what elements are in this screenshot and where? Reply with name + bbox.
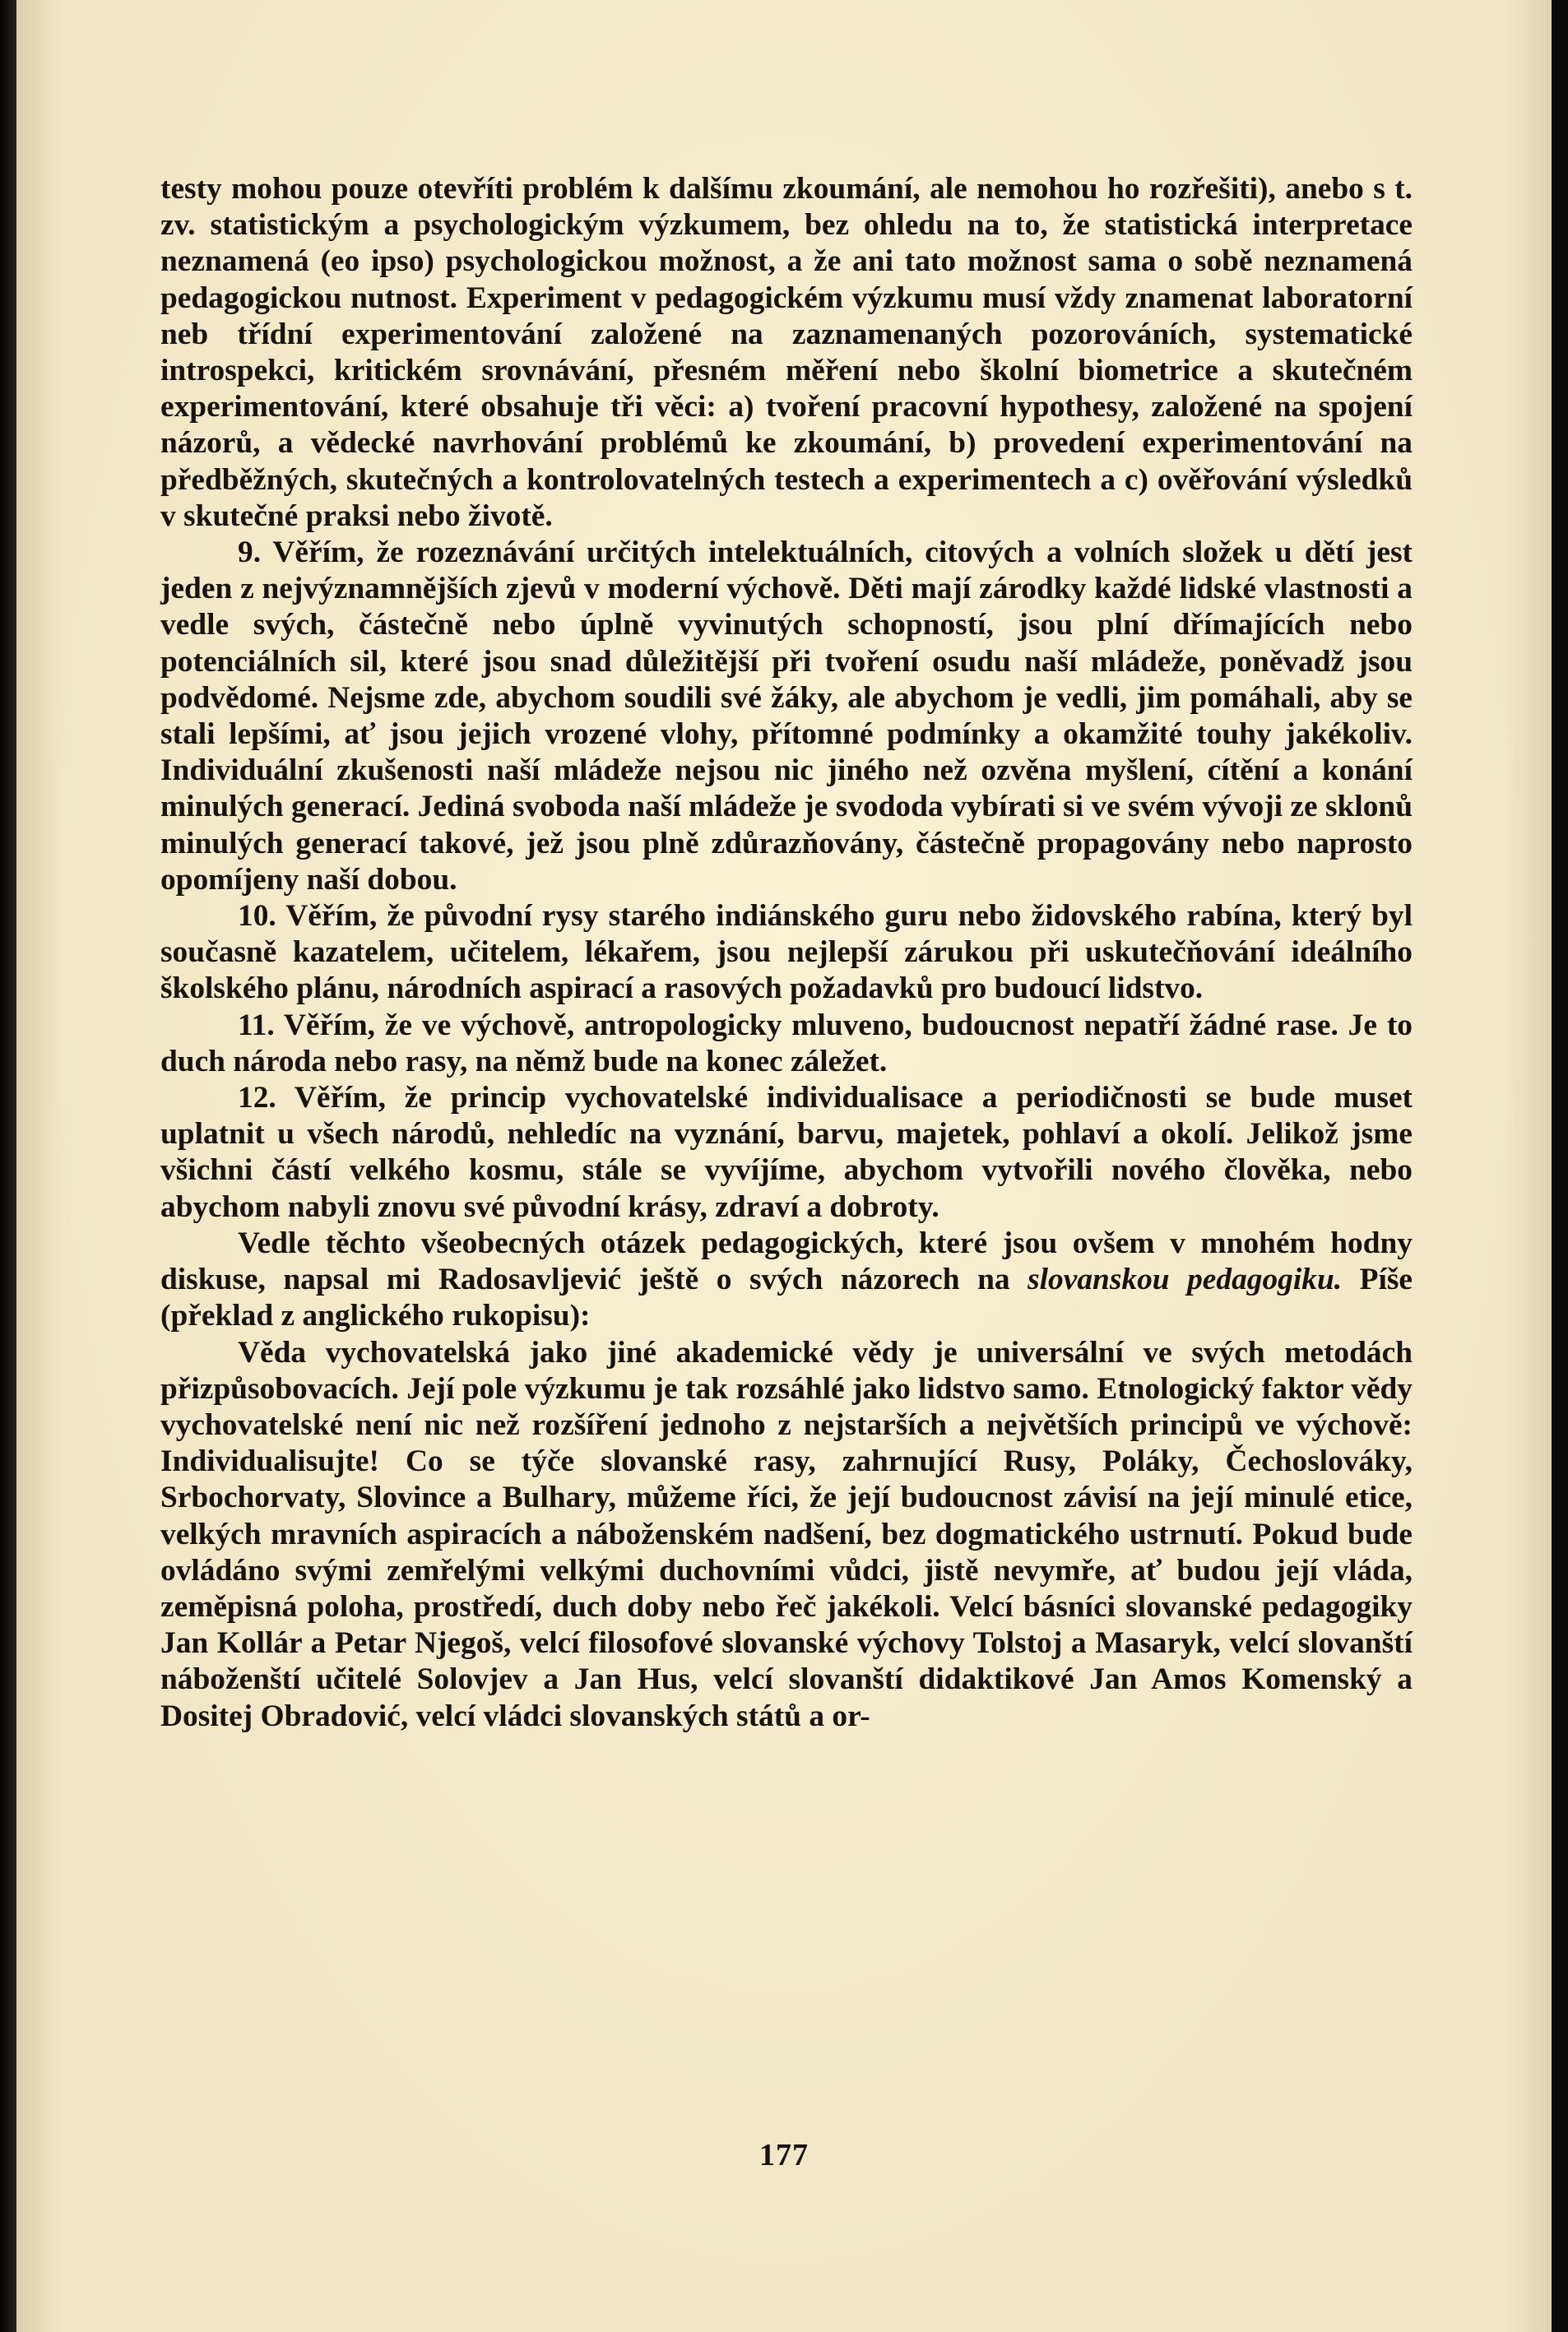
intro-text-italic: slovanskou pedagogiku. — [1028, 1263, 1343, 1297]
paragraph-translation: Věda vychovatelská jako jiné akademické vědy je universální ve svých metodách přizpůsobovacích. Její pole výzkumu je tak rozsáhlé jako lidstvo samo. Etnologický faktor vědy vychovatelské není nic než rozšíření jednoho z nejstarších a největších principů ve výchově: Individualisujte! Co se týče slovanské rasy, zahrnující Rusy, Poláky, Čechoslováky, Srbochorvaty, Slovince a Bulhary, můžeme říci, že její budoucnost závisí na její minulé etice, velkých mravních aspiracích a náboženském nadšení, bez dogmatického ustrnutí. Pokud bude ovládáno svými zemřelými velkými duchovními vůdci, jistě nevymře, ať budou její vláda, zeměpisná poloha, prostředí, duch doby nebo řeč jakékoli. Velcí básníci slovanské pedagogiky Jan Kollár a Petar Njegoš, velcí filosofové slovanské výchovy Tolstoj a Masaryk, velcí slovanští náboženští učitelé Solovjev a Jan Hus, velcí slovanští didaktikové Jan Amos Komenský a Dositej Obradović, velcí vládci slovanských států a or- — [160, 1335, 1413, 1733]
intro-text-before: Vedle těchto všeobecných otázek pedagogických, které jsou ovšem v mnohém hodny diskuse, napsal mi Radosavljević ještě o svých názorech na — [160, 1226, 1413, 1297]
paragraph-point-9: 9. Věřím, že rozeznávání určitých intelektuálních, citových a volních složek u dětí jest jeden z nejvýznamnějších zjevů v moderní výchově. Děti mají zárodky každé lidské vlastnosti a vedle svých, částečně nebo úplně vyvinutých schopností, jsou plní dřímajících nebo potenciálních sil, které jsou snad důležitější při tvoření osudu naší mládeže, poněvadž jsou podvědomé. Nejsme zde, abychom soudili své žáky, ale abychom je vedli, jim pomáhali, aby se stali lepšími, ať jsou jejich vrozené vlohy, přítomné podmínky a okamžité touhy jakékoliv. Individuální zkušenosti naší mládeže nejsou nic jiného než ozvěna myšlení, cítění a konání minulých generací. Jediná svoboda naší mládeže je svododa vybírati si ve svém vývoji ze sklonů minulých generací takové, jež jsou plně zdůrazňovány, částečně propagovány nebo naprosto opomíjeny naší dobou. — [160, 535, 1413, 897]
book-binding-edge — [0, 0, 18, 2332]
page-number: 177 — [759, 2138, 809, 2172]
book-page — [16, 0, 1552, 2332]
paragraph-continuation: testy mohou pouze otevříti problém k dalšímu zkoumání, ale nemohou ho rozřešiti), anebo s t. zv. statistickým a psychologickým výzkumem, bez ohledu na to, že statistická interpretace neznamená (eo ipso) psychologickou možnost, a že ani tato možnost sama o sobě neznamená pedagogickou nutnost. Experiment v pedagogickém výzkumu musí vždy znamenat laboratorní neb třídní experimentování založené na zaznamenaných pozorováních, systematické introspekci, kritickém srovnávání, přesném měření nebo školní biometrice a skutečném experimentování, které obsahuje tři věci: a) tvoření pracovní hypothesy, založené na spojení názorů, a vědecké navrhování problémů ke zkoumání, b) provedení experimentování na předběžných, skutečných a kontrolovatelných testech a experimentech a c) ověřování výsledků v skutečné praksi nebo životě. — [160, 172, 1413, 533]
paragraph-point-11: 11. Věřím, že ve výchově, antropologicky mluveno, budoucnost nepatří žádné rase. Je to duch národa nebo rasy, na němž bude na konec záležet. — [160, 1008, 1413, 1078]
intro-text-after: Píše (překlad z anglického rukopisu): — [160, 1263, 1413, 1333]
body-text — [160, 171, 1413, 1735]
paragraph-point-10: 10. Věřím, že původní rysy starého indiánského guru nebo židovského rabína, který byl současně kazatelem, učitelem, lékařem, jsou nejlepší zárukou při uskutečňování ideálního školského plánu, národních aspirací a rasových požadavků pro budoucí lidstvo. — [160, 899, 1413, 1006]
scan-border-right — [1552, 0, 1568, 2332]
paragraph-point-12: 12. Věřím, že princip vychovatelské individualisace a periodičnosti se bude muset uplatnit u všech národů, nehledíc na vyznání, barvu, majetek, pohlaví a okolí. Jelikož jsme všichni částí velkého kosmu, stále se vyvíjíme, abychom vytvořili nového člověka, nebo abychom nabyli znovu své původní krásy, zdraví a dobroty. — [160, 1081, 1413, 1224]
paragraph-slavic-pedagogy-intro — [160, 1226, 1413, 1335]
